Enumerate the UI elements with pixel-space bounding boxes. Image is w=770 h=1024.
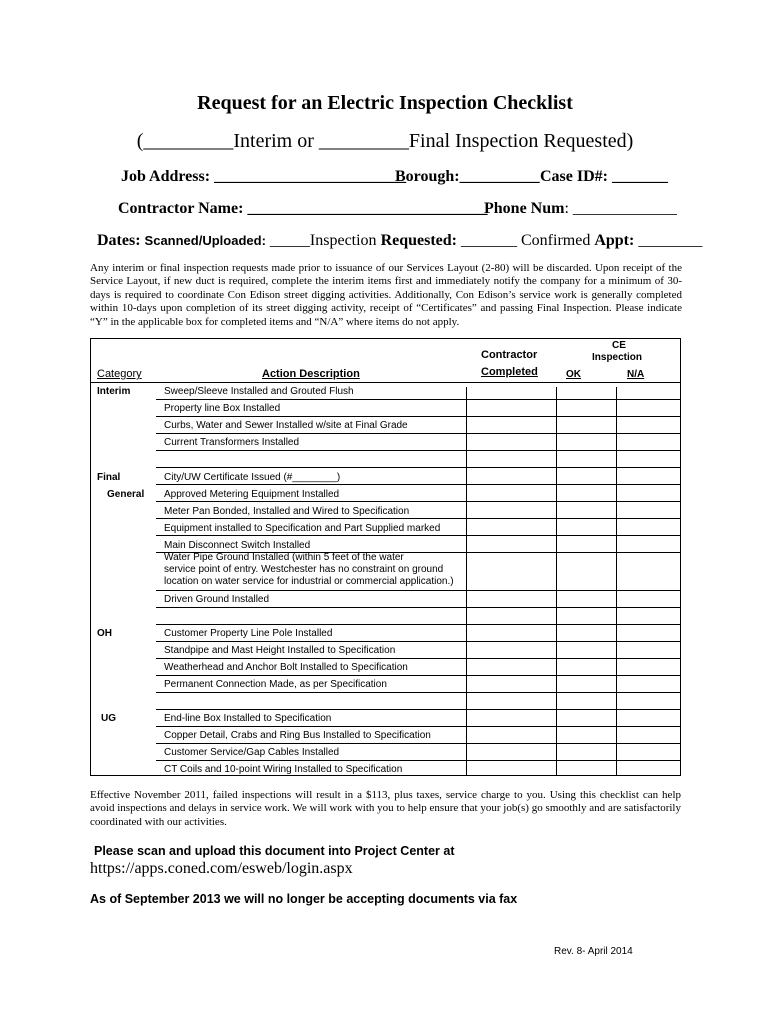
inspection-type-line: (_________Interim or _________Final Inspection Requested) <box>136 130 634 152</box>
row-line <box>156 641 681 642</box>
header-completed: Completed <box>481 366 538 378</box>
scanned-blank: _____ <box>269 232 310 249</box>
header-inspection: Inspection <box>592 352 643 363</box>
appt-blank: ________ <box>634 232 703 249</box>
row-line <box>156 399 681 400</box>
row-line <box>156 709 681 710</box>
row-line <box>156 743 681 744</box>
phone-num-label: Phone Num <box>484 200 565 217</box>
action-item: Current Transformers Installed <box>164 437 300 448</box>
row-line <box>156 467 681 468</box>
action-item: City/UW Certificate Issued (#________) <box>164 472 341 483</box>
confirmed-text: Confirmed <box>521 232 595 249</box>
action-item: Main Disconnect Switch Installed <box>164 540 311 551</box>
category-oh: OH <box>97 628 112 639</box>
row-line <box>156 607 681 608</box>
action-item: Equipment installed to Specification and Part Supplied marked <box>164 523 441 534</box>
action-item: Driven Ground Installed <box>164 594 270 605</box>
requested-label: Requested: <box>380 232 457 249</box>
header-ok: OK <box>566 369 581 380</box>
header-contractor: Contractor <box>481 349 538 361</box>
row-line <box>156 433 681 434</box>
category-general: General <box>107 489 145 500</box>
action-item: CT Coils and 10-point Wiring Installed to Specification <box>164 764 403 775</box>
action-item: service point of entry. Westchester has no constraint on ground <box>164 564 444 575</box>
row-line <box>156 484 681 485</box>
page-title: Request for an Electric Inspection Checklist <box>197 92 573 114</box>
header-rule <box>91 382 681 383</box>
action-item: Copper Detail, Crabs and Ring Bus Installed to Specification <box>164 730 431 741</box>
revision-label: Rev. 8- April 2014 <box>554 946 633 957</box>
dates-line <box>97 232 702 250</box>
action-item: Standpipe and Mast Height Installed to Specification <box>164 645 396 656</box>
category-interim: Interim <box>97 386 131 397</box>
header-category: Category <box>97 368 142 380</box>
action-item: Meter Pan Bonded, Installed and Wired to Specification <box>164 506 410 517</box>
row-line <box>156 675 681 676</box>
phone-num-blank: : _____________ <box>564 200 677 217</box>
row-line <box>156 518 681 519</box>
action-item: Water Pipe Ground Installed (within 5 feet of the water <box>164 552 404 563</box>
action-item: Approved Metering Equipment Installed <box>164 489 340 500</box>
header-action-description: Action Description <box>262 368 360 380</box>
row-line <box>156 450 681 451</box>
row-line <box>156 416 681 417</box>
action-item: Customer Service/Gap Cables Installed <box>164 747 340 758</box>
scanned-uploaded-label: Scanned/Uploaded: <box>144 233 266 248</box>
phone-num-field <box>484 200 677 218</box>
action-item: Sweep/Sleeve Installed and Grouted Flush <box>164 386 354 397</box>
requested-blank: _______ <box>457 232 521 249</box>
row-line <box>156 692 681 693</box>
row-line <box>156 624 681 625</box>
row-line <box>156 760 681 761</box>
row-line <box>156 590 681 591</box>
case-id-field: Case ID#: _______ <box>540 168 668 185</box>
header-na: N/A <box>627 369 645 380</box>
row-line <box>156 726 681 727</box>
row-line <box>156 658 681 659</box>
contractor-name-field: Contractor Name: ______________________________ <box>118 200 488 217</box>
column-divider <box>556 387 557 776</box>
borough-field: Borough:__________ <box>395 168 540 185</box>
job-address-field: Job Address: ________________________ <box>121 168 407 185</box>
action-item: End-line Box Installed to Specification <box>164 713 332 724</box>
header-ce: CE <box>612 340 626 351</box>
action-item: Permanent Connection Made, as per Specification <box>164 679 387 690</box>
action-item: Curbs, Water and Sewer Installed w/site at Final Grade <box>164 420 408 431</box>
action-item: Customer Property Line Pole Installed <box>164 628 333 639</box>
project-center-link[interactable]: https://apps.coned.com/esweb/login.aspx <box>90 860 353 877</box>
column-divider <box>466 387 467 776</box>
column-divider <box>616 387 617 776</box>
fax-notice: As of September 2013 we will no longer be accepting documents via fax <box>90 892 518 906</box>
row-line <box>156 535 681 536</box>
appt-label: Appt: <box>594 232 635 249</box>
intro-paragraph: Any interim or final inspection requests made prior to issuance of our Services Layout (2-80) will be discarded. Upon receipt of the Service Layout, if new duct is required, complete the interim items first and immediately notify the company for a minimum of 30-days is required to coordinate Con Edison street digging activities. Additionally, Con Edison’s service work is generally completed within 10-days upon completion of its street digging activity, receipt of “Certificates” and passing Final Inspection. Please indicate “Y” in the applicable box for completed items and “N/A” where items do not apply. <box>90 262 682 328</box>
inspection-text: Inspection <box>309 232 381 249</box>
action-item: Weatherhead and Anchor Bolt Installed to Specification <box>164 662 408 673</box>
dates-label: Dates: <box>97 232 141 249</box>
row-line <box>156 501 681 502</box>
action-item: location on water service for industrial or commercial application.) <box>164 576 454 587</box>
category-ug: UG <box>101 713 116 724</box>
effective-notice: Effective November 2011, failed inspections will result in a $113, plus taxes, service charge to you. Using this checklist can help avoid inspections and delays in service work. We will work with you to help ensure that your job(s) go smoothly and are satisfactorily coordinated with our activities. <box>90 789 681 828</box>
action-item: Property line Box Installed <box>164 403 281 414</box>
category-final: Final <box>97 472 121 483</box>
scan-instruction: Please scan and upload this document into Project Center at <box>94 844 455 858</box>
